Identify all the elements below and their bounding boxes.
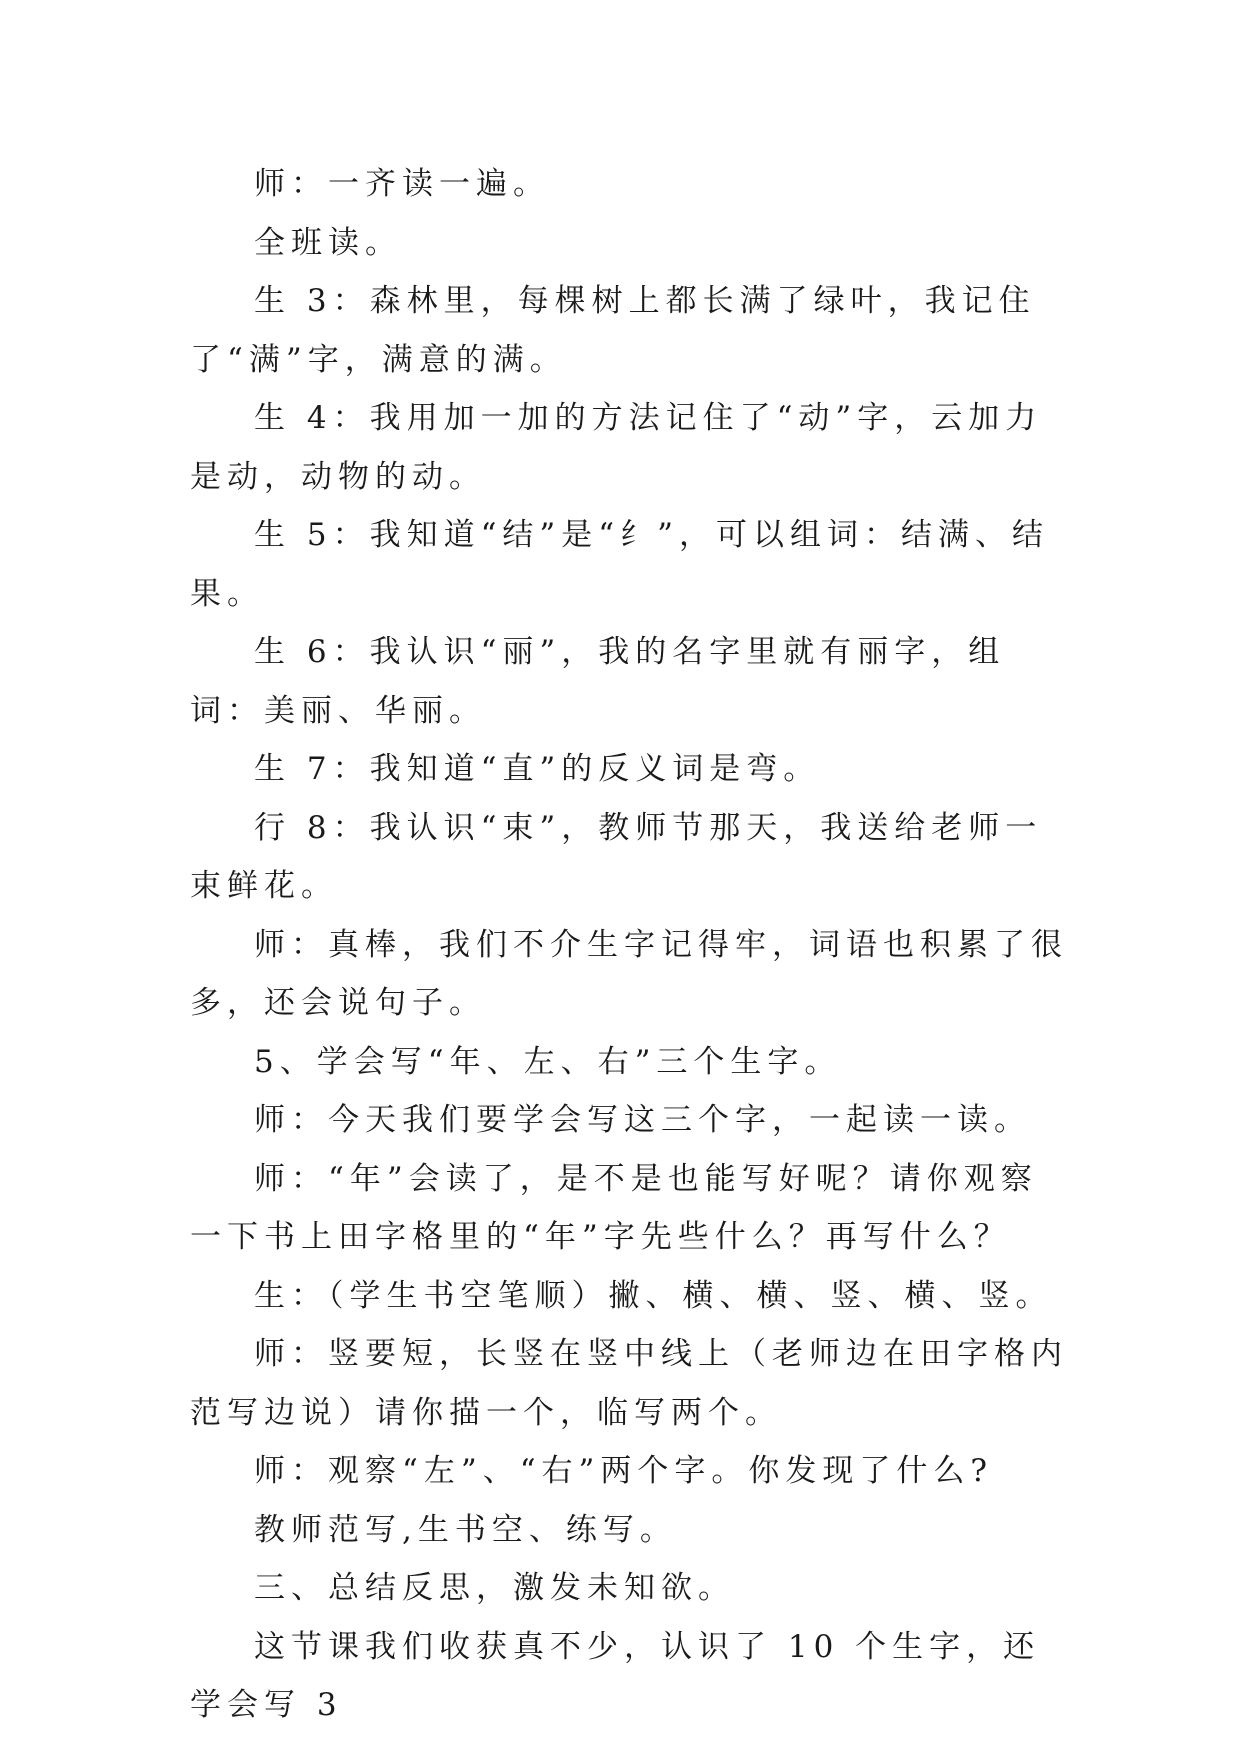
paragraph-15: 师：观察“左”、“右”两个字。你发现了什么? [254, 1453, 994, 1489]
paragraph-6: 生 6：我认识“丽”，我的名字里就有丽字，组词：美丽、华丽。 [190, 634, 1006, 729]
paragraph-11: 师：今天我们要学会写这三个字，一起读一读。 [254, 1102, 1031, 1138]
paragraph-1: 师：一齐读一遍。 [254, 166, 550, 202]
paragraph-16: 教师范写,生书空、练写。 [254, 1511, 677, 1548]
paragraph-3: 生 3：森林里，每棵树上都长满了绿叶，我记住了“满”字，满意的满。 [190, 283, 1036, 378]
paragraph-10: 5、学会写“年、左、右”三个生字。 [254, 1043, 842, 1080]
paragraph-7: 生 7：我知道“直”的反义词是弯。 [254, 751, 821, 787]
paragraph-9: 师：真棒，我们不介生字记得牢，词语也积累了很多，还会说句子。 [190, 926, 1068, 1021]
paragraph-12: 师：“年”会读了，是不是也能写好呢？请你观察一下书上田字格里的“年”字先些什么？再写什么？ [190, 1160, 1038, 1255]
paragraph-14: 师：竖要短，长竖在竖中线上（老师边在田字格内范写边说）请你描一个，临写两个。 [190, 1336, 1068, 1431]
paragraph-17: 三、总结反思，激发未知欲。 [254, 1570, 735, 1606]
paragraph-5: 生 5：我知道“结”是“纟”，可以组词：结满、结果。 [190, 517, 1049, 612]
paragraph-2: 全班读。 [254, 224, 402, 261]
paragraph-13: 生：（学生书空笔顺）撇、横、横、竖、横、竖。 [254, 1277, 1053, 1314]
paragraph-8: 行 8：我认识“束”，教师节那天，我送给老师一束鲜花。 [190, 809, 1043, 904]
document-body [190, 155, 1070, 1735]
paragraph-18: 这节课我们收获真不少，认识了 10 个生字，还学会写 3 [190, 1628, 1041, 1723]
paragraph-4: 生 4：我用加一加的方法记住了“动”字，云加力是动，动物的动。 [190, 400, 1043, 495]
